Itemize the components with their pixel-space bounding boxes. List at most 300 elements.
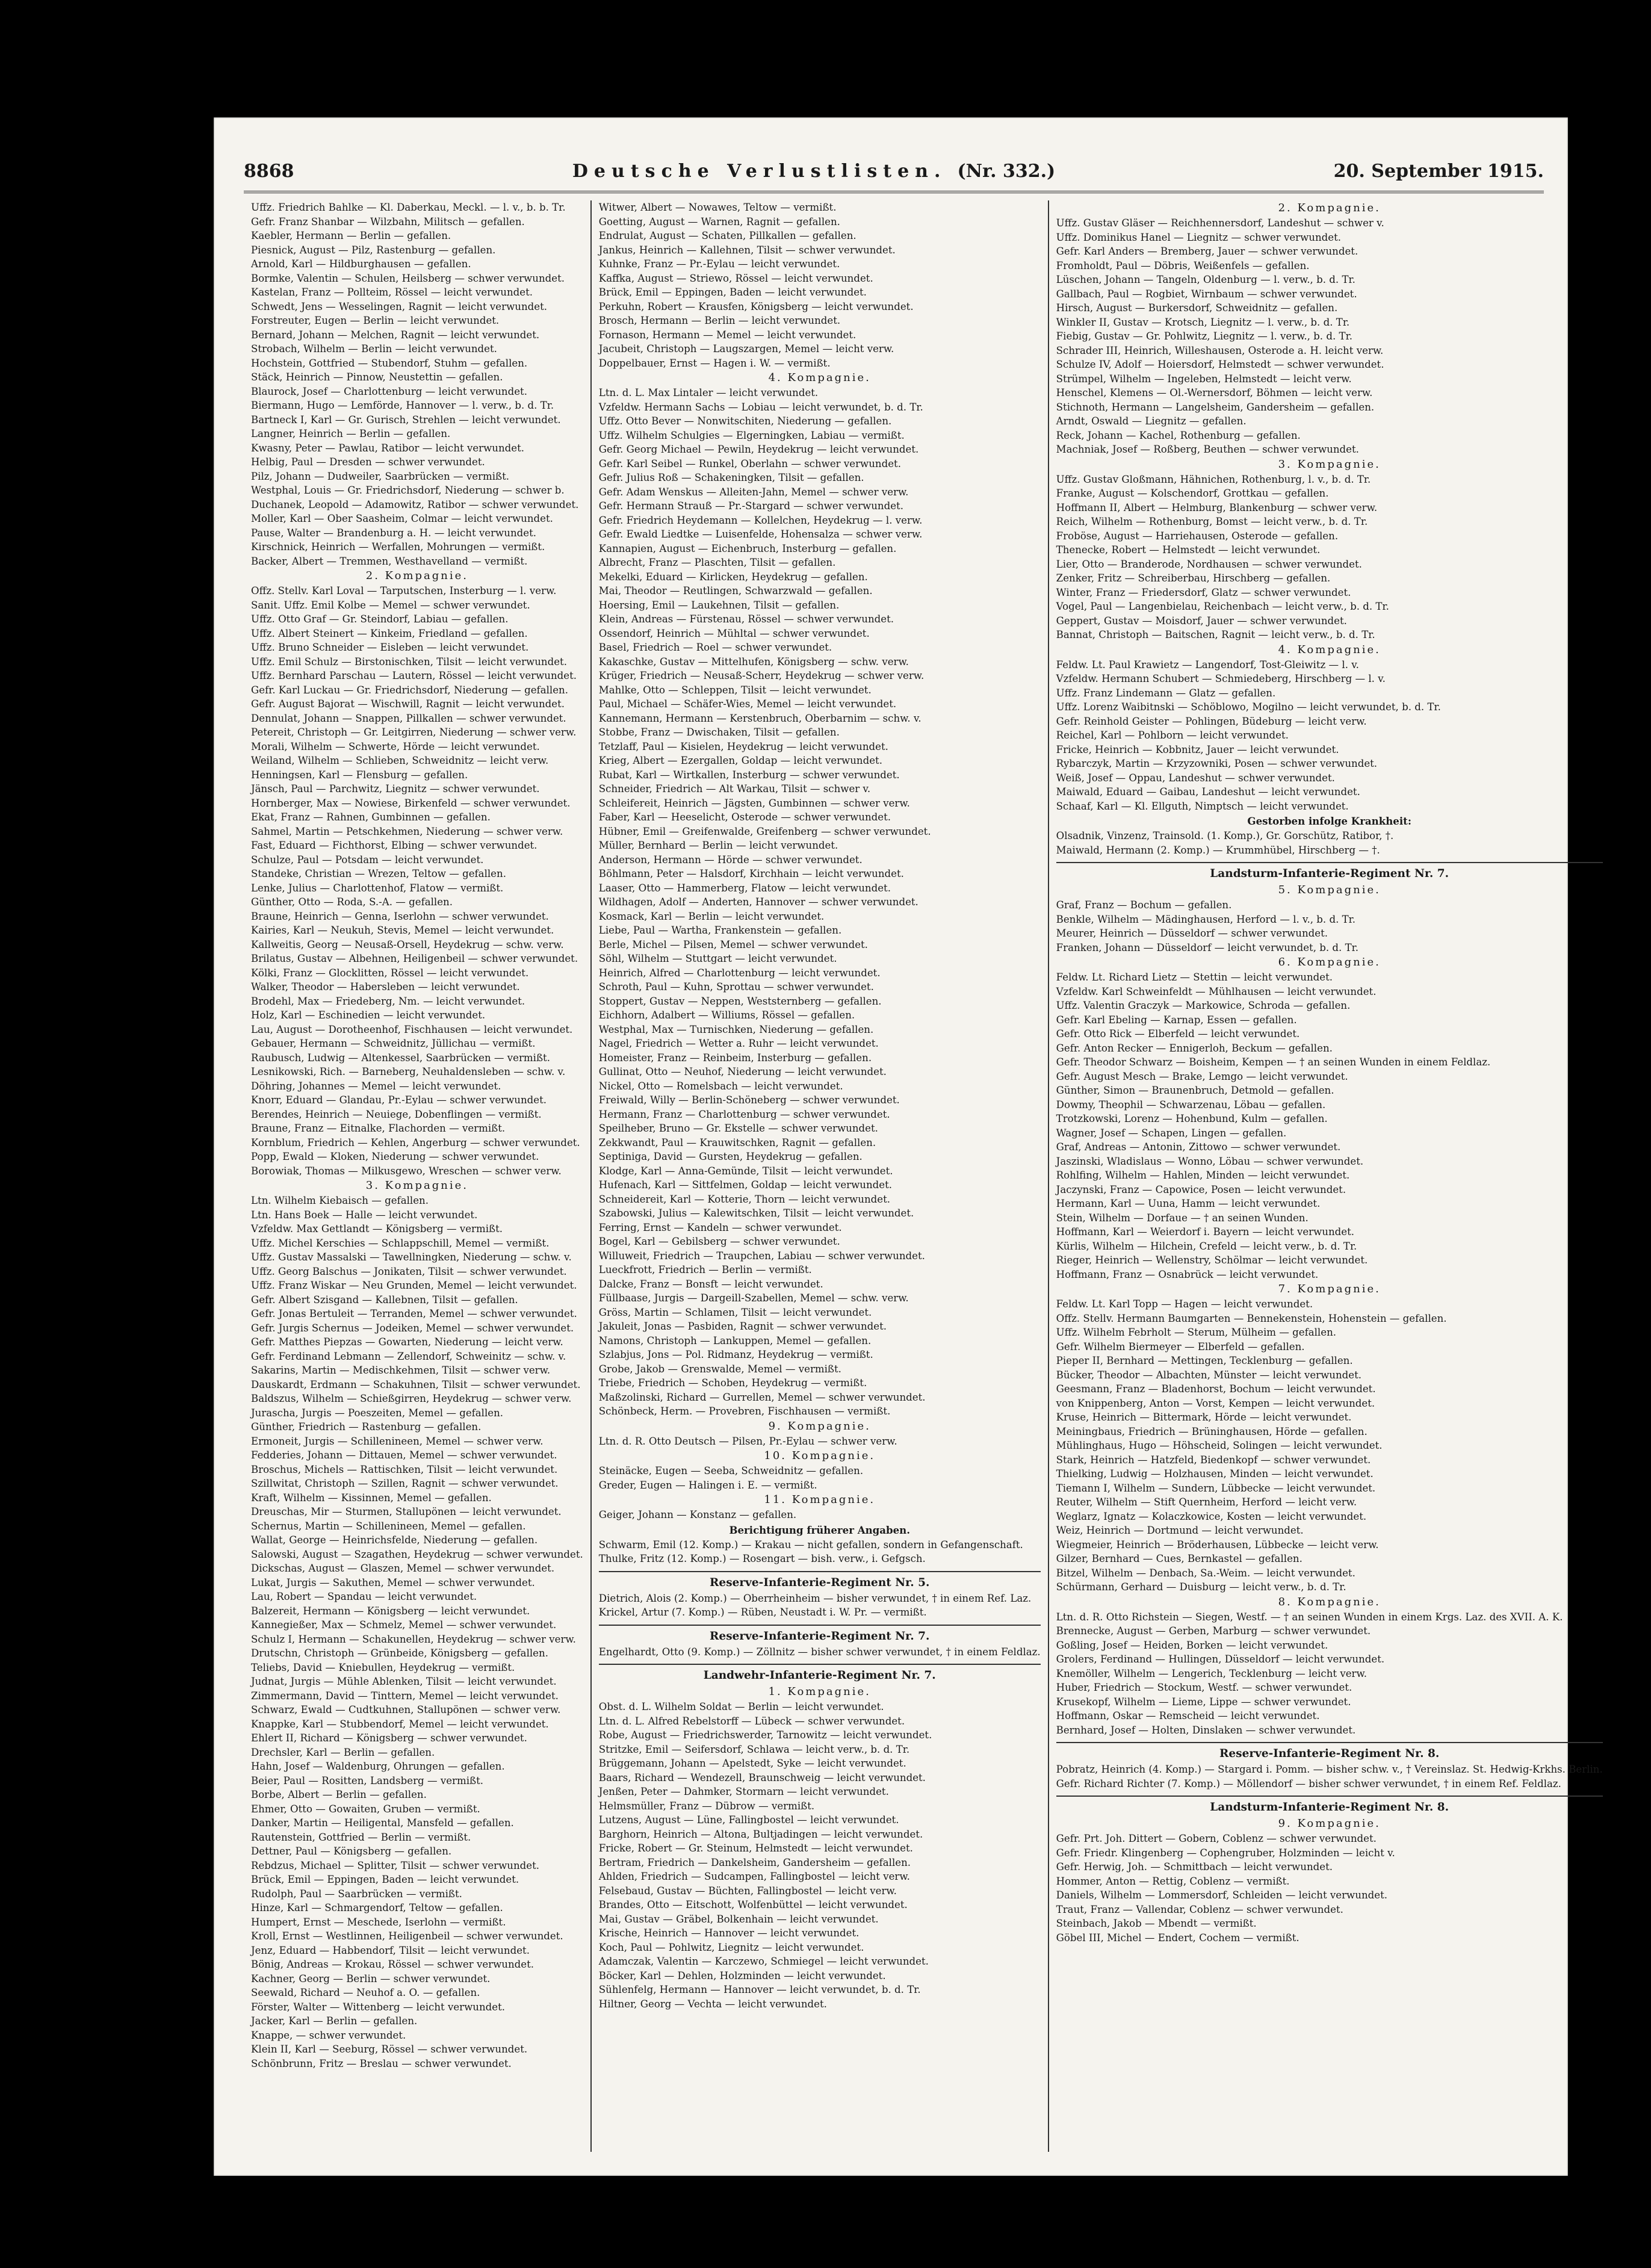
casualty-entry: Fricke, Robert — Gr. Steinum, Helmstedt — leicht verwundet.: [598, 1842, 913, 1854]
casualty-entry: Geppert, Gustav — Moisdorf, Jauer — schwer verwundet.: [1056, 615, 1347, 627]
casualty-entry: Rohlfing, Wilhelm — Hahlen, Minden — leicht verwundet.: [1056, 1170, 1350, 1181]
casualty-entry: Gefr. Adam Wenskus — Alleiten-Jahn, Memel — schwer verw.: [598, 486, 909, 498]
page-header: [244, 161, 1544, 193]
casualty-entry: Döhring, Johannes — Memel — leicht verwundet.: [251, 1080, 501, 1092]
casualty-entry: Brilatus, Gustav — Albehnen, Heiligenbeil — schwer verwundet.: [251, 953, 578, 964]
casualty-entry: Danker, Martin — Heiligental, Mansfeld — gefallen.: [251, 1817, 514, 1829]
casualty-entry: Förster, Walter — Wittenberg — leicht verwundet.: [251, 2001, 506, 2013]
casualty-entry: Lüschen, Johann — Tangeln, Oldenburg — l. verw., b. d. Tr.: [1056, 274, 1355, 285]
casualty-entry: Günther, Otto — Roda, S.-A. — gefallen.: [251, 896, 453, 908]
casualty-entry: Schönbrunn, Fritz — Breslau — schwer verwundet.: [251, 2057, 512, 2069]
casualty-entry: Vzfeldw. Hermann Sachs — Lobiau — leicht verwundet, b. d. Tr.: [598, 401, 923, 413]
casualty-entry: Pause, Walter — Brandenburg a. H. — leicht verwundet.: [251, 527, 537, 539]
casualty-entry: Gefr. Matthes Piepzas — Gowarten, Niederung — leicht verw.: [251, 1336, 563, 1348]
casualty-entry: Sühlenfelg, Hermann — Hannover — leicht verwundet, b. d. Tr.: [598, 1984, 921, 1995]
casualty-entry: Reich, Wilhelm — Rothenburg, Bomst — leicht verw., b. d. Tr.: [1056, 516, 1368, 527]
casualty-entry: Knappe, — schwer verwundet.: [251, 2029, 406, 2041]
casualty-entry: Bormke, Valentin — Schulen, Heilsberg — schwer verwundet.: [251, 272, 565, 284]
casualty-entry: Steinbach, Jakob — Mbendt — vermißt.: [1056, 1918, 1257, 1929]
casualty-entry: Salowski, August — Szagathen, Heydekrug — schwer verwundet.: [251, 1548, 583, 1560]
casualty-entry: Gefr. Wilhelm Biermeyer — Elberfeld — gefallen.: [1056, 1340, 1305, 1352]
casualty-entry: Grolers, Ferdinand — Hullingen, Düsseldorf — leicht verwundet.: [1056, 1653, 1385, 1665]
casualty-entry: Brodehl, Max — Friedeberg, Nm. — leicht verwundet.: [251, 995, 525, 1007]
casualty-entry: Barghorn, Heinrich — Altona, Bultjadingen — leicht verwundet.: [598, 1828, 923, 1840]
casualty-columns: [244, 200, 1603, 2152]
casualty-entry: Lau, August — Dorotheenhof, Fischhausen — leicht verwundet.: [251, 1023, 573, 1035]
casualty-entry: Robe, August — Friedrichswerder, Tarnowitz — leicht verwundet.: [598, 1729, 932, 1741]
casualty-entry: Endrulat, August — Schaten, Pillkallen — gefallen.: [598, 230, 856, 241]
casualty-entry: Lier, Otto — Branderode, Nordhausen — schwer verwundet.: [1056, 558, 1362, 570]
casualty-entry: Brennecke, August — Gerben, Marburg — schwer verwundet.: [1056, 1625, 1371, 1637]
casualty-entry: Jenßen, Peter — Dahmker, Stormarn — leicht verwundet.: [598, 1786, 889, 1797]
casualty-entry: Borowiak, Thomas — Milkusgewo, Wreschen — schwer verw.: [251, 1165, 562, 1177]
casualty-entry: Schwarz, Ewald — Cudtkuhnen, Stallupönen — schwer verw.: [251, 1704, 561, 1715]
casualty-entry: Fast, Eduard — Fichthorst, Elbing — schwer verwundet.: [251, 840, 537, 851]
casualty-entry: Mühlinghaus, Hugo — Höhscheid, Solingen — leicht verwundet.: [1056, 1440, 1383, 1451]
casualty-entry: Grobe, Jakob — Grenswalde, Memel — vermißt.: [598, 1363, 841, 1375]
company-heading: 2. Kompagnie.: [365, 569, 469, 582]
company-heading: 2. Kompagnie.: [1278, 202, 1381, 214]
casualty-entry: Hochstein, Gottfried — Stubendorf, Stuhm — gefallen.: [251, 357, 528, 369]
casualty-entry: Kuhnke, Franz — Pr.-Eylau — leicht verwundet.: [598, 258, 840, 270]
casualty-entry: Sanit. Uffz. Emil Kolbe — Memel — schwer verwundet.: [251, 599, 530, 611]
casualty-entry: Lukat, Jurgis — Sakuthen, Memel — schwer verwundet.: [251, 1576, 535, 1588]
casualty-entry: Berendes, Heinrich — Neuiege, Dobenflingen — vermißt.: [251, 1108, 542, 1120]
casualty-entry: Westphal, Louis — Gr. Friedrichsdorf, Niederung — schwer b.: [251, 485, 565, 496]
casualty-entry: Franken, Johann — Düsseldorf — leicht verwundet, b. d. Tr.: [1056, 941, 1359, 953]
casualty-entry: Schönbeck, Herm. — Provebren, Fischhausen — vermißt.: [598, 1405, 891, 1417]
casualty-entry: Holz, Karl — Eschinedien — leicht verwundet.: [251, 1009, 486, 1021]
casualty-entry: Ferring, Ernst — Kandeln — schwer verwundet.: [598, 1221, 842, 1233]
casualty-entry: Dowmy, Theophil — Schwarzenau, Löbau — gefallen.: [1056, 1098, 1326, 1111]
casualty-entry: Baldszus, Wilhelm — Schießgirren, Heydekrug — schwer verw.: [251, 1393, 572, 1404]
casualty-entry: Geiger, Johann — Konstanz — gefallen.: [598, 1509, 797, 1520]
casualty-entry: Szillwitat, Christoph — Szillen, Ragnit — schwer verwundet.: [251, 1478, 559, 1489]
casualty-entry: Dauskardt, Erdmann — Schakuhnen, Tilsit — schwer verwundet.: [251, 1378, 581, 1390]
casualty-entry: Hübner, Emil — Greifenwalde, Greifenberg — schwer verwundet.: [598, 825, 931, 837]
company-heading: 3. Kompagnie.: [1278, 457, 1381, 471]
casualty-entry: Lau, Robert — Spandau — leicht verwundet.: [251, 1591, 477, 1602]
section-note-heading: Gestorben infolge Krankheit:: [1247, 815, 1411, 827]
casualty-entry: Stoppert, Gustav — Neppen, Weststernberg — gefallen.: [598, 995, 882, 1007]
casualty-entry: Kwasny, Peter — Pawlau, Ratibor — leicht verwundet.: [251, 442, 525, 454]
casualty-entry: Pieper II, Bernhard — Mettingen, Tecklenburg — gefallen.: [1056, 1355, 1353, 1366]
casualty-entry: Ehmer, Otto — Gowaiten, Gruben — vermißt.: [251, 1803, 480, 1815]
casualty-entry: Rebdzus, Michael — Splitter, Tilsit — schwer verwundet.: [251, 1859, 540, 1871]
casualty-entry: Böcker, Karl — Dehlen, Holzminden — leicht verwundet.: [598, 1969, 886, 1981]
casualty-entry: Mekelki, Eduard — Kirlicken, Heydekrug — gefallen.: [598, 571, 868, 583]
casualty-entry: Uffz. Dominikus Hanel — Liegnitz — schwer verwundet.: [1056, 231, 1342, 243]
casualty-entry: Olsadnik, Vinzenz, Trainsold. (1. Komp.), Gr. Gorschütz, Ratibor, †.: [1056, 830, 1394, 841]
casualty-entry: Gefr. Jurgis Schernus — Jodeiken, Memel — schwer verwundet.: [251, 1322, 574, 1334]
casualty-entry: Bücker, Theodor — Albachten, Münster — leicht verwundet.: [1056, 1369, 1362, 1381]
casualty-entry: Trotzkowski, Lorenz — Hohenbund, Kulm — gefallen.: [1056, 1113, 1328, 1124]
casualty-entry: Kürlis, Wilhelm — Hilchein, Crefeld — leicht verw., b. d. Tr.: [1056, 1240, 1357, 1252]
casualty-entry: Graf, Andreas — Antonin, Zittowo — schwer verwundet.: [1056, 1141, 1341, 1153]
company-heading: 10. Kompagnie.: [764, 1449, 876, 1462]
casualty-entry: Klodge, Karl — Anna-Gemünde, Tilsit — leicht verwundet.: [598, 1165, 893, 1177]
casualty-entry: Basel, Friedrich — Roel — schwer verwundet.: [598, 642, 832, 653]
regiment-heading: Reserve-Infanterie-Regiment Nr. 8.: [1056, 1742, 1603, 1762]
casualty-entry: Paul, Michael — Schäfer-Wies, Memel — leicht verwundet.: [598, 698, 897, 710]
casualty-entry: Broschus, Michels — Rattischken, Tilsit — leicht verwundet.: [251, 1463, 558, 1475]
casualty-entry: Gilzer, Bernhard — Cues, Bernkastel — gefallen.: [1056, 1553, 1303, 1564]
casualty-entry: Gröss, Martin — Schlamen, Tilsit — leicht verwundet.: [598, 1306, 872, 1318]
casualty-entry: Arndt, Oswald — Liegnitz — gefallen.: [1056, 415, 1247, 427]
casualty-entry: Judnat, Jurgis — Mühle Ablenken, Tilsit — leicht verwundet.: [251, 1676, 557, 1687]
casualty-entry: Kaffka, August — Striewo, Rössel — leicht verwundet.: [598, 272, 873, 284]
casualty-entry: Ltn. d. L. Max Lintaler — leicht verwundet.: [598, 387, 819, 398]
casualty-entry: Weiz, Heinrich — Dortmund — leicht verwundet.: [1056, 1525, 1304, 1536]
casualty-entry: Jacker, Karl — Berlin — gefallen.: [251, 2015, 418, 2027]
casualty-entry: Reichel, Karl — Pohlborn — leicht verwundet.: [1056, 730, 1289, 741]
casualty-entry: Winkler II, Gustav — Krotsch, Liegnitz — l. verw., b. d. Tr.: [1056, 316, 1350, 328]
casualty-entry: Ossendorf, Heinrich — Mühltal — schwer verwundet.: [598, 627, 870, 639]
casualty-entry: Hoffmann, Karl — Weierdorf i. Bayern — leicht verwundet.: [1056, 1226, 1355, 1238]
casualty-entry: Bertram, Friedrich — Dankelsheim, Gandersheim — gefallen.: [598, 1856, 911, 1868]
casualty-entry: Pilz, Johann — Dudweiler, Saarbrücken — vermißt.: [251, 470, 510, 482]
casualty-entry: Duchanek, Leopold — Adamowitz, Ratibor — schwer verwundet.: [251, 498, 579, 510]
casualty-entry: Hommer, Anton — Rettig, Coblenz — vermißt.: [1056, 1875, 1290, 1887]
casualty-entry: Schürmann, Gerhard — Duisburg — leicht verw., b. d. Tr.: [1056, 1581, 1346, 1593]
casualty-entry: Uffz. Friedrich Bahlke — Kl. Daberkau, Meckl. — l. v., b. b. Tr.: [251, 202, 566, 213]
casualty-entry: Popp, Ewald — Kloken, Niederung — schwer verwundet.: [251, 1151, 539, 1162]
casualty-entry: Schneider, Friedrich — Alt Warkau, Tilsit — schwer v.: [598, 783, 871, 795]
casualty-entry: Jaczynski, Franz — Capowice, Posen — leicht verwundet.: [1056, 1183, 1346, 1195]
casualty-entry: Engelhardt, Otto (9. Komp.) — Zöllnitz — bisher schwer verwundet, † in einem Feldlaz.: [598, 1646, 1041, 1658]
casualty-entry: Uffz. Wilhelm Febrholt — Sterum, Mülheim — gefallen.: [1056, 1327, 1337, 1338]
casualty-entry: Jacubeit, Christoph — Laugszargen, Memel — leicht verw.: [598, 343, 894, 355]
casualty-entry: Freiwald, Willy — Berlin-Schöneberg — schwer verwundet.: [598, 1094, 900, 1106]
casualty-entry: Böhlmann, Peter — Halsdorf, Kirchhain — leicht verwundet.: [598, 868, 904, 879]
regiment-heading: Reserve-Infanterie-Regiment Nr. 5.: [599, 1571, 1041, 1591]
casualty-entry: Moller, Karl — Ober Saasheim, Colmar — leicht verwundet.: [251, 513, 553, 524]
casualty-entry: Kairies, Karl — Neukuh, Stevis, Memel — leicht verwundet.: [251, 925, 554, 936]
casualty-entry: Heinrich, Alfred — Charlottenburg — leicht verwundet.: [598, 967, 881, 979]
casualty-entry: Gefr. Karl Ebeling — Karnap, Essen — gefallen.: [1056, 1014, 1297, 1026]
casualty-entry: Kroll, Ernst — Westlinnen, Heiligenbeil — schwer verwundet.: [251, 1930, 563, 1942]
casualty-entry: Weiland, Wilhelm — Schlieben, Schweidnitz — leicht verw.: [251, 755, 549, 766]
casualty-entry: Westphal, Max — Turnischken, Niederung — gefallen.: [598, 1023, 874, 1035]
casualty-entry: Zimmermann, David — Tinttern, Memel — leicht verwundet.: [251, 1690, 559, 1702]
casualty-entry: Thenecke, Robert — Helmstedt — leicht verwundet.: [1056, 544, 1321, 556]
casualty-entry: Zekkwandt, Paul — Krauwitschken, Ragnit — gefallen.: [598, 1136, 876, 1148]
casualty-entry: Weiß, Josef — Oppau, Landeshut — schwer verwundet.: [1056, 772, 1335, 784]
casualty-entry: Graf, Franz — Bochum — gefallen.: [1056, 899, 1232, 911]
casualty-entry: Knemöller, Wilhelm — Lengerich, Tecklenburg — leicht verw.: [1056, 1667, 1367, 1679]
casualty-entry: Koch, Paul — Pohlwitz, Liegnitz — leicht verwundet.: [598, 1941, 864, 1953]
casualty-entry: Standeke, Christian — Wrezen, Teltow — gefallen.: [251, 868, 506, 879]
casualty-entry: Septiniga, David — Gursten, Heydekrug — gefallen.: [598, 1151, 863, 1162]
casualty-entry: Feldw. Lt. Richard Lietz — Stettin — leicht verwundet.: [1056, 971, 1333, 983]
casualty-entry: Hermann, Franz — Charlottenburg — schwer verwundet.: [598, 1108, 890, 1120]
casualty-entry: Lesnikowski, Rich. — Barneberg, Neuhaldensleben — schw. v.: [251, 1066, 566, 1077]
casualty-entry: Jankus, Heinrich — Kallehnen, Tilsit — schwer verwundet.: [598, 244, 896, 256]
casualty-entry: Dreuschas, Mir — Sturmen, Stallupönen — leicht verwundet.: [251, 1506, 562, 1517]
casualty-entry: Rieger, Heinrich — Wellenstry, Schölmar — leicht verwundet.: [1056, 1254, 1368, 1266]
casualty-entry: Günther, Simon — Braunenbruch, Detmold — gefallen.: [1056, 1085, 1334, 1096]
casualty-entry: Helmsmüller, Franz — Dübrow — vermißt.: [598, 1800, 815, 1812]
casualty-entry: Kakaschke, Gustav — Mittelhufen, Königsberg — schw. verw.: [598, 655, 909, 668]
casualty-entry: Dalcke, Franz — Bonsft — leicht verwundet.: [598, 1278, 823, 1290]
casualty-entry: Willuweit, Friedrich — Traupchen, Labiau — schwer verwundet.: [598, 1250, 925, 1262]
casualty-entry: Schrader III, Heinrich, Willeshausen, Osterode a. H. leicht verw.: [1056, 344, 1384, 356]
casualty-entry: Uffz. Wilhelm Schulgies — Elgerningken, Labiau — vermißt.: [598, 429, 905, 441]
casualty-entry: Knorr, Eduard — Glandau, Pr.-Eylau — schwer verwundet.: [251, 1094, 547, 1106]
casualty-entry: Obst. d. L. Wilhelm Soldat — Berlin — leicht verwundet.: [598, 1701, 884, 1712]
casualty-entry: Braune, Franz — Eitnalke, Flachorden — vermißt.: [251, 1123, 506, 1134]
casualty-entry: Hoffmann II, Albert — Helmburg, Blankenburg — schwer verw.: [1056, 501, 1378, 513]
casualty-entry: Machniak, Josef — Roßberg, Beuthen — schwer verwundet.: [1056, 444, 1359, 455]
casualty-entry: Humpert, Ernst — Meschede, Iserlohn — vermißt.: [251, 1916, 506, 1928]
casualty-entry: Homeister, Franz — Reinbeim, Insterburg — gefallen.: [598, 1052, 872, 1064]
casualty-entry: Beier, Paul — Rositten, Landsberg — vermißt.: [251, 1774, 484, 1786]
casualty-entry: Ekat, Franz — Rahnen, Gumbinnen — gefallen.: [251, 811, 491, 823]
casualty-entry: Speilheber, Bruno — Gr. Ekstelle — schwer verwundet.: [598, 1123, 878, 1134]
casualty-entry: Uffz. Lorenz Waibitnski — Schöblowo, Mogilno — leicht verwundet, b. d. Tr.: [1056, 701, 1441, 713]
casualty-entry: Kraft, Wilhelm — Kissinnen, Memel — gefallen.: [251, 1492, 492, 1504]
casualty-entry: Henschel, Klemens — Ol.-Wernersdorf, Böhmen — leicht verw.: [1056, 387, 1373, 398]
casualty-entry: Krische, Heinrich — Hannover — leicht verwundet.: [598, 1927, 860, 1939]
casualty-entry: Braune, Heinrich — Genna, Iserlohn — schwer verwundet.: [251, 910, 549, 922]
casualty-entry: Steinäcke, Eugen — Seeba, Schweidnitz — gefallen.: [598, 1465, 864, 1476]
casualty-entry: Uffz. Franz Wiskar — Neu Grunden, Memel — leicht verwundet.: [251, 1280, 577, 1291]
casualty-entry: Schroth, Paul — Kuhn, Sprottau — schwer verwundet.: [598, 981, 874, 993]
casualty-entry: Stein, Wilhelm — Dorfaue — † an seinen Wunden.: [1056, 1212, 1309, 1224]
casualty-entry: Kannegießer, Max — Schmelz, Memel — schwer verwundet.: [251, 1619, 557, 1631]
casualty-entry: Gefr. Ferdinand Lebmann — Zellendorf, Schweinitz — schw. v.: [251, 1350, 566, 1362]
casualty-entry: Gallbach, Paul — Rogbiet, Wirnbaum — schwer verwundet.: [1056, 288, 1357, 300]
casualty-entry: Pobratz, Heinrich (4. Komp.) — Stargard i. Pomm. — bisher schw. v., † Vereinslaz. St. Hedwig-Krkhs. Berlin.: [1056, 1764, 1603, 1775]
casualty-entry: Blaurock, Josef — Charlottenburg — leicht verwundet.: [251, 385, 527, 397]
casualty-entry: Uffz. Otto Bever — Nonwitschiten, Niederung — gefallen.: [598, 415, 892, 427]
casualty-entry: Baars, Richard — Wendezell, Braunschweig — leicht verwundet.: [598, 1771, 926, 1783]
casualty-entry: Bönig, Andreas — Krokau, Rössel — schwer verwundet.: [251, 1959, 534, 1970]
casualty-entry: Lutzens, August — Lüne, Fallingbostel — leicht verwundet.: [598, 1814, 899, 1826]
casualty-entry: Krickel, Artur (7. Komp.) — Rüben, Neustadt i. W. Pr. — vermißt.: [598, 1606, 927, 1618]
casualty-entry: Schernus, Martin — Schillenineen, Memel — gefallen.: [251, 1520, 526, 1532]
issue-number: (Nr. 332.): [957, 161, 1056, 182]
casualty-entry: Hirsch, August — Burkersdorf, Schweidnitz — gefallen.: [1056, 302, 1338, 314]
casualty-entry: Uffz. Bernhard Parschau — Lautern, Rössel — leicht verwundet.: [251, 670, 577, 681]
casualty-entry: Eichhorn, Adalbert — Williums, Rössel — gefallen.: [598, 1009, 855, 1021]
company-heading: 3. Kompagnie.: [365, 1179, 469, 1192]
casualty-entry: Szabowski, Julius — Kalewitschken, Tilsit — leicht verwundet.: [598, 1207, 914, 1219]
casualty-entry: Schulze, Paul — Potsdam — leicht verwundet.: [251, 854, 484, 866]
casualty-entry: Dietrich, Alois (2. Komp.) — Oberrheinheim — bisher verwundet, † in einem Ref. Laz.: [598, 1592, 1032, 1604]
casualty-entry: Meurer, Heinrich — Düsseldorf — schwer verwundet.: [1056, 928, 1328, 939]
page-number: 8868: [244, 161, 294, 182]
casualty-entry: Gefr. Theodor Schwarz — Boisheim, Kempen — † an seinen Wunden in einem Feldlaz.: [1056, 1056, 1491, 1068]
casualty-entry: Stichnoth, Hermann — Langelsheim, Gandersheim — gefallen.: [1056, 401, 1375, 413]
casualty-entry: Uffz. Bruno Schneider — Eisleben — leicht verwundet.: [251, 642, 529, 653]
casualty-entry: Kaebler, Hermann — Berlin — gefallen.: [251, 230, 451, 241]
casualty-entry: Kachner, Georg — Berlin — schwer verwundet.: [251, 1972, 491, 1984]
casualty-entry: Gebauer, Hermann — Schweidnitz, Jüllichau — vermißt.: [251, 1038, 536, 1049]
casualty-entry: Ermoneit, Jurgis — Schillenineen, Memel — schwer verw.: [251, 1435, 544, 1447]
casualty-entry: Fiebig, Gustav — Gr. Pohlwitz, Liegnitz — l. verw., b. d. Tr.: [1056, 330, 1352, 342]
casualty-entry: Gefr. Karl Luckau — Gr. Friedrichsdorf, Niederung — gefallen.: [251, 684, 568, 696]
casualty-entry: Wiegmeier, Heinrich — Bröderhausen, Lübbecke — leicht verw.: [1056, 1538, 1379, 1551]
casualty-entry: Bogel, Karl — Gebilsberg — schwer verwundet.: [598, 1236, 840, 1247]
casualty-entry: Offz. Stellv. Hermann Baumgarten — Bennekenstein, Hohenstein — gefallen.: [1056, 1312, 1447, 1324]
casualty-entry: Laaser, Otto — Hammerberg, Flatow — leicht verwundet.: [598, 882, 891, 894]
casualty-entry: Schneidereit, Karl — Kotterie, Thorn — leicht verwundet.: [598, 1193, 891, 1205]
casualty-entry: Klein II, Karl — Seeburg, Rössel — schwer verwundet.: [251, 2043, 528, 2055]
casualty-entry: Bannat, Christoph — Baitschen, Ragnit — leicht verw., b. d. Tr.: [1056, 629, 1375, 640]
casualty-entry: Gullinat, Otto — Neuhof, Niederung — leicht verwundet.: [598, 1066, 887, 1077]
casualty-entry: Adamczak, Valentin — Karczewo, Schmiegel — leicht verwundet.: [598, 1956, 929, 1967]
casualty-entry: Stäck, Heinrich — Pinnow, Neustettin — gefallen.: [251, 371, 503, 383]
casualty-entry: Schulz I, Hermann — Schakunellen, Heydekrug — schwer verw.: [251, 1633, 576, 1645]
casualty-entry: Hufenach, Karl — Sittfelmen, Goldap — leicht verwundet.: [598, 1179, 893, 1191]
casualty-entry: Feldw. Lt. Paul Krawietz — Langendorf, Tost-Gleiwitz — l. v.: [1056, 658, 1359, 671]
casualty-entry: Gefr. Herwig, Joh. — Schmittbach — leicht verwundet.: [1056, 1861, 1333, 1873]
casualty-entry: Liebe, Paul — Wartha, Frankenstein — gefallen.: [598, 925, 842, 936]
casualty-entry: Rybarczyk, Martin — Krzyzowniki, Posen — schwer verwundet.: [1056, 758, 1378, 769]
casualty-entry: Forstreuter, Eugen — Berlin — leicht verwundet.: [251, 315, 500, 326]
company-heading: 4. Kompagnie.: [768, 371, 871, 384]
column-3: [1048, 200, 1610, 2152]
casualty-entry: Nagel, Friedrich — Wetter a. Ruhr — leicht verwundet.: [598, 1038, 879, 1049]
company-heading: 1. Kompagnie.: [768, 1685, 871, 1698]
casualty-entry: Gefr. Hermann Strauß — Pr.-Stargard — schwer verwundet.: [598, 500, 903, 512]
casualty-entry: Lueckfrott, Friedrich — Berlin — vermißt.: [598, 1264, 812, 1275]
casualty-entry: Wildhagen, Adolf — Anderten, Hannover — schwer verwundet.: [598, 896, 918, 908]
section-note-heading: Berichtigung früherer Angaben.: [729, 1523, 911, 1536]
casualty-entry: Goetting, August — Warnen, Ragnit — gefallen.: [598, 215, 840, 228]
casualty-entry: Ltn. d. R. Otto Richstein — Siegen, Westf. — † an seinen Wunden in einem Krgs. Laz. des XVII. A. K.: [1056, 1611, 1563, 1623]
header-center: [572, 161, 1055, 182]
casualty-entry: Reck, Johann — Kachel, Rothenburg — gefallen.: [1056, 429, 1301, 441]
casualty-entry: Tiemann I, Wilhelm — Sundern, Lübbecke — leicht verwundet.: [1056, 1482, 1376, 1494]
casualty-entry: Rudolph, Paul — Saarbrücken — vermißt.: [251, 1888, 462, 1900]
casualty-entry: Wallat, George — Heinrichsfelde, Niederung — gefallen.: [251, 1534, 538, 1546]
casualty-entry: Kastelan, Franz — Pollteim, Rössel — leicht verwundet.: [251, 287, 533, 298]
company-heading: 9. Kompagnie.: [768, 1419, 871, 1433]
casualty-entry: Dennulat, Johann — Snappen, Pillkallen — schwer verwundet.: [251, 712, 566, 724]
casualty-entry: Stark, Heinrich — Hatzfeld, Biedenkopf — schwer verwundet.: [1056, 1454, 1371, 1466]
casualty-entry: Tetzlaff, Paul — Kisielen, Heydekrug — leicht verwundet.: [598, 740, 888, 752]
casualty-entry: Hoersing, Emil — Laukehnen, Tilsit — gefallen.: [598, 599, 840, 611]
casualty-entry: Nickel, Otto — Romelsbach — leicht verwundet.: [598, 1080, 843, 1092]
casualty-entry: Lenke, Julius — Charlottenhof, Flatow — vermißt.: [251, 882, 504, 894]
company-heading: 7. Kompagnie.: [1278, 1283, 1381, 1295]
casualty-entry: Gefr. Anton Recker — Ennigerloh, Beckum — gefallen.: [1056, 1042, 1333, 1054]
company-heading: 4. Kompagnie.: [1278, 643, 1381, 656]
company-heading: 11. Kompagnie.: [764, 1493, 876, 1506]
casualty-entry: Gefr. August Bajorat — Wischwill, Ragnit — leicht verwundet.: [251, 698, 565, 710]
casualty-entry: Hermann, Karl — Uuna, Hamm — leicht verwundet.: [1056, 1198, 1321, 1209]
casualty-entry: Uffz. Franz Lindemann — Glatz — gefallen.: [1056, 687, 1276, 699]
casualty-entry: Daniels, Wilhelm — Lommersdorf, Schleiden — leicht verwundet.: [1056, 1889, 1388, 1901]
casualty-entry: Henningsen, Karl — Flensburg — gefallen.: [251, 769, 468, 781]
casualty-entry: Krüger, Friedrich — Neusaß-Scherr, Heydekrug — schwer verw.: [598, 670, 925, 681]
casualty-entry: Sahmel, Martin — Petschkehmen, Niederung — schwer verw.: [251, 825, 563, 837]
casualty-entry: Uffz. Gustav Gloßmann, Hähnichen, Rothenburg, l. v., b. d. Tr.: [1056, 473, 1371, 485]
casualty-entry: Ltn. Wilhelm Kiebaisch — gefallen.: [251, 1195, 429, 1206]
casualty-entry: Krusekopf, Wilhelm — Lieme, Lippe — schwer verwundet.: [1056, 1696, 1351, 1708]
casualty-entry: Ltn. d. L. Alfred Rebelstorff — Lübeck — schwer verwundet.: [598, 1715, 905, 1727]
casualty-entry: Uffz. Otto Graf — Gr. Steindorf, Labiau — gefallen.: [251, 613, 509, 625]
casualty-entry: Biermann, Hugo — Lemförde, Hannover — l. verw., b. d. Tr.: [251, 400, 554, 411]
casualty-entry: Drechsler, Karl — Berlin — gefallen.: [251, 1746, 435, 1758]
casualty-entry: Wagner, Josef — Schapen, Lingen — gefallen.: [1056, 1127, 1287, 1139]
newspaper-page: [214, 117, 1603, 2176]
casualty-entry: Uffz. Gustav Massalski — Tawellningken, Niederung — schw. v.: [251, 1251, 572, 1263]
casualty-entry: Bartneck I, Karl — Gr. Gurisch, Strehlen — leicht verwundet.: [251, 414, 561, 426]
casualty-entry: Gefr. Richard Richter (7. Komp.) — Möllendorf — bisher schwer verwundet, † in einem Ref. Feldlaz.: [1056, 1777, 1561, 1789]
casualty-entry: Rubat, Karl — Wirtkallen, Insterburg — schwer verwundet.: [598, 769, 900, 781]
casualty-entry: Vzfeldw. Karl Schweinfeldt — Mühlhausen — leicht verwundet.: [1056, 985, 1377, 997]
casualty-entry: Gefr. Ewald Liedtke — Luisenfelde, Hohensalza — schwer verw.: [598, 528, 923, 540]
casualty-entry: Petereit, Christoph — Gr. Leitgirren, Niederung — schwer verw.: [251, 727, 577, 738]
casualty-entry: Hiltner, Georg — Vechta — leicht verwundet.: [598, 1998, 827, 2010]
casualty-entry: Schulze IV, Adolf — Hoiersdorf, Helmstedt — schwer verwundet.: [1056, 359, 1384, 370]
casualty-entry: Faber, Karl — Heeselicht, Osterode — schwer verwundet.: [598, 811, 891, 823]
casualty-entry: Füllbaase, Jurgis — Dargeill-Szabellen, Memel — schw. verw.: [598, 1292, 909, 1304]
casualty-entry: Uffz. Michel Kerschies — Schlappschill, Memel — vermißt.: [251, 1237, 550, 1249]
casualty-entry: Kallweitis, Georg — Neusaß-Orsell, Heydekrug — schw. verw.: [251, 938, 564, 950]
regiment-heading: Landwehr-Infanterie-Regiment Nr. 7.: [599, 1664, 1041, 1684]
casualty-entry: Brück, Emil — Eppingen, Baden — leicht verwundet.: [251, 1874, 519, 1885]
casualty-entry: Felsebaud, Gustav — Büchten, Fallingbostel — leicht verw.: [598, 1885, 897, 1897]
casualty-entry: Hahn, Josef — Waldenburg, Ohrungen — gefallen.: [251, 1761, 505, 1772]
casualty-entry: Fricke, Heinrich — Kobbnitz, Jauer — leicht verwundet.: [1056, 743, 1339, 755]
casualty-entry: Brosch, Hermann — Berlin — leicht verwundet.: [598, 315, 841, 326]
casualty-entry: Doppelbauer, Ernst — Hagen i. W. — vermißt.: [598, 357, 831, 369]
casualty-entry: Schwedt, Jens — Wesselingen, Ragnit — leicht verwundet.: [251, 300, 548, 312]
company-heading: 8. Kompagnie.: [1278, 1595, 1381, 1608]
header-title: Deutsche Verlustlisten.: [572, 161, 947, 182]
casualty-entry: Hoffmann, Franz — Osnabrück — leicht verwundet.: [1056, 1268, 1319, 1280]
casualty-entry: Jaszinski, Wladislaus — Wonno, Löbau — schwer verwundet.: [1056, 1155, 1364, 1167]
casualty-entry: Borbe, Albert — Berlin — gefallen.: [251, 1789, 427, 1800]
casualty-entry: Anderson, Hermann — Hörde — schwer verwundet.: [598, 854, 863, 866]
casualty-entry: Gefr. Julius Roß — Schakeningken, Tilsit — gefallen.: [598, 472, 864, 483]
casualty-entry: Fornason, Hermann — Memel — leicht verwundet.: [598, 329, 856, 341]
casualty-entry: Uffz. Emil Schulz — Birstonischken, Tilsit — leicht verwundet.: [251, 655, 568, 668]
casualty-entry: Hoffmann, Oskar — Remscheid — leicht verwundet.: [1056, 1710, 1320, 1721]
casualty-entry: Piesnick, August — Pilz, Rastenburg — gefallen.: [251, 244, 496, 256]
casualty-entry: Ahlden, Friedrich — Sudcampen, Fallingbostel — leicht verw.: [598, 1871, 910, 1882]
casualty-entry: Brüggemann, Johann — Apelstedt, Syke — leicht verwundet.: [598, 1758, 906, 1769]
casualty-entry: Bernhard, Josef — Holten, Dinslaken — schwer verwundet.: [1056, 1724, 1356, 1736]
casualty-entry: Knappke, Karl — Stubbendorf, Memel — leicht verwundet.: [251, 1718, 549, 1730]
casualty-entry: Raubusch, Ludwig — Altenkessel, Saarbrücken — vermißt.: [251, 1052, 550, 1064]
casualty-entry: Kannapien, August — Eichenbruch, Insterburg — gefallen.: [598, 542, 897, 554]
casualty-entry: Hinze, Karl — Schmargendorf, Teltow — gefallen.: [251, 1902, 503, 1913]
casualty-entry: Triebe, Friedrich — Schoben, Heydekrug — vermißt.: [598, 1377, 867, 1389]
column-1: [244, 200, 590, 2152]
casualty-entry: Kruse, Heinrich — Bittermark, Hörde — leicht verwundet.: [1056, 1411, 1352, 1423]
company-heading: 5. Kompagnie.: [1278, 884, 1381, 896]
column-2: [590, 200, 1048, 2152]
casualty-entry: Bernard, Johann — Melchen, Ragnit — leicht verwundet.: [251, 329, 540, 341]
casualty-entry: Thielking, Ludwig — Holzhausen, Minden — leicht verwundet.: [1056, 1468, 1374, 1479]
casualty-entry: Mahlke, Otto — Schleppen, Tilsit — leicht verwundet.: [598, 684, 872, 696]
casualty-entry: Ltn. Hans Boek — Halle — leicht verwundet.: [251, 1209, 478, 1221]
casualty-entry: Thulke, Fritz (12. Komp.) — Rosengart — bish. verw., i. Gefgsch.: [598, 1553, 926, 1564]
casualty-entry: Uffz. Valentin Graczyk — Markowice, Schroda — gefallen.: [1056, 1000, 1351, 1011]
casualty-entry: Vogel, Paul — Langenbielau, Reichenbach — leicht verw., b. d. Tr.: [1056, 601, 1389, 612]
casualty-entry: Kölki, Franz — Glocklitten, Rössel — leicht verwundet.: [251, 967, 529, 979]
casualty-entry: Uffz. Gustav Gläser — Reichhennersdorf, Landeshut — schwer v.: [1056, 217, 1384, 229]
casualty-entry: Uffz. Albert Steinert — Kinkeim, Friedland — gefallen.: [251, 627, 528, 639]
casualty-entry: Gefr. Reinhold Geister — Pohlingen, Büdeburg — leicht verw.: [1056, 715, 1367, 727]
casualty-entry: Szlabjus, Jons — Pol. Ridmanz, Heydekrug — vermißt.: [598, 1349, 873, 1360]
casualty-entry: Gefr. Friedrich Heydemann — Kollelchen, Heydekrug — l. verw.: [598, 514, 923, 526]
